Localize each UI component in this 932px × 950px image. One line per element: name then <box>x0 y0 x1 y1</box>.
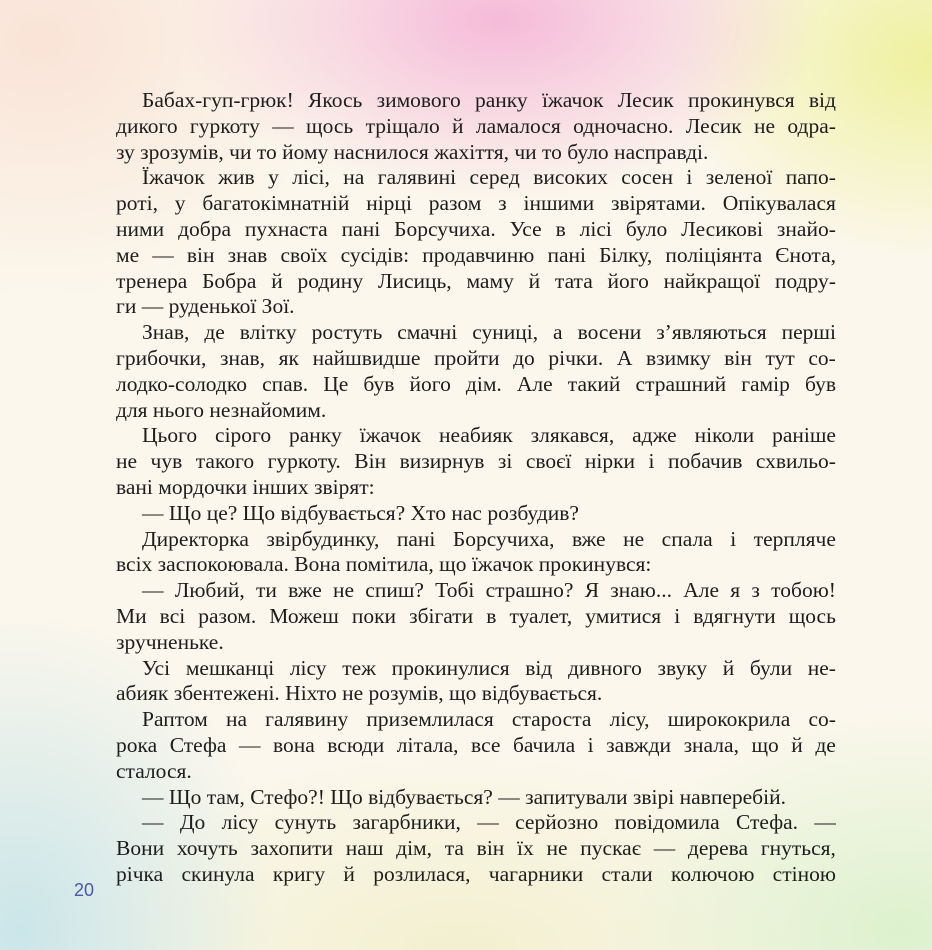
text-line: роті, у багатокімнатній нірці разом з іншими звірятами. Опікувалася <box>116 191 836 216</box>
text-line: всіх заспокоювала. Вона помітила, що їжачок прокинувся: <box>116 552 652 577</box>
text-line: річка скинула кригу й розлилася, чагарники стали колючою стіною <box>116 861 836 886</box>
text-line: Усі мешканці лісу теж прокинулися від дивного звуку й були не- <box>142 655 836 680</box>
text-line: дикого гуркоту — щось тріщало й ламалося одночасно. Лесик не одра- <box>116 113 836 138</box>
text-line: зу зрозумів, чи то йому наснилося жахіття, чи то було насправді. <box>116 139 709 164</box>
text-line: вані мордочки інших звірят: <box>116 474 375 499</box>
text-line: — До лісу сунуть загарбники, — серйозно повідомила Стефа. — <box>142 810 836 835</box>
text-line: не чув такого гуркоту. Він визирнув зі своєї нірки і побачив схвильо- <box>116 449 836 474</box>
text-line: — Любий, ти вже не спиш? Тобі страшно? Я знаю... Але я з тобою! <box>142 578 836 603</box>
text-line: — Що там, Стефо?! Що відбувається? — запитували звірі навперебій. <box>142 784 786 809</box>
text-line: Директорка звірбудинку, пані Борсучиха, вже не спала і терпляче <box>142 526 836 551</box>
text-line: ги — руденької Зої. <box>116 294 295 319</box>
text-line: Ми всі разом. Можеш поки збігати в туалет, умитися і вдягнути щось <box>116 603 836 628</box>
text-line: Раптом на галявину приземлилася староста лісу, ширококрила со- <box>142 707 836 732</box>
text-line: Знав, де влітку ростуть смачні суниці, а восени з’являються перші <box>142 320 836 345</box>
text-line: Вони хочуть захопити наш дім, та він їх не пускає — дерева гнуться, <box>116 836 836 861</box>
page-number: 20 <box>74 880 95 900</box>
text-line: сталося. <box>116 758 192 783</box>
text-line: ме — він знав своїх сусідів: продавчиню пані Білку, поліціянта Єнота, <box>116 242 836 267</box>
text-line: рока Стефа — вона всюди літала, все бачила і завжди знала, що й де <box>116 732 836 757</box>
text-line: абияк збентежені. Ніхто не розумів, що відбувається. <box>116 681 603 706</box>
text-line: для нього незнайомим. <box>116 397 327 422</box>
text-line: зручненьке. <box>116 629 224 654</box>
text-line: Їжачок жив у лісі, на галявині серед високих сосен і зеленої папо- <box>142 165 836 190</box>
body-text <box>116 88 836 888</box>
text-line: Бабах-гуп-грюк! Якось зимового ранку їжачок Лесик прокинувся від <box>142 88 836 112</box>
text-line: ними добра пухнаста пані Борсучиха. Усе в лісі було Лесикові знайо- <box>116 216 836 241</box>
text-line: грибочки, знав, як найшвидше пройти до річки. А взимку він тут со- <box>116 345 836 370</box>
text-line: лодко-солодко спав. Це був його дім. Але такий страшний гамір був <box>116 371 836 396</box>
text-line: Цього сірого ранку їжачок неабияк злякався, адже ніколи раніше <box>142 423 836 448</box>
text-line: — Що це? Що відбувається? Хто нас розбудив? <box>142 500 579 525</box>
text-line: тренера Бобра й родину Лисиць, маму й тата його найкращої подру- <box>116 268 836 293</box>
